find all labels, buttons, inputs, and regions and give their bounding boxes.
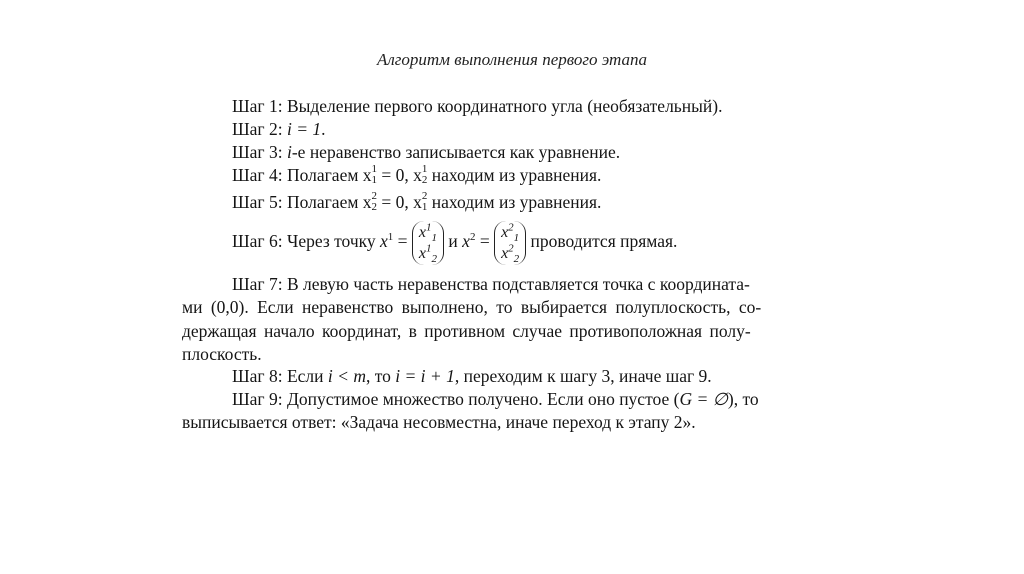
step-5	[232, 189, 602, 215]
x-var: x	[380, 231, 388, 251]
step-7-line-2: ми (0,0). Если неравенство выполнено, то выбирается полуплоскость, со-	[182, 297, 762, 317]
step-5-label: Шаг 5: Полагаем	[232, 192, 359, 212]
step-6-text: проводится прямая.	[530, 231, 678, 251]
step-7-line-1: Шаг 7: В левую часть неравенства подставляется точка с координата-	[232, 274, 750, 294]
vector-x2-top: $x^2_1$	[501, 221, 520, 245]
step-8-condition: i < m	[327, 366, 366, 386]
step-3-label: Шаг 3:	[232, 142, 283, 162]
step-8-assign: i = i + 1	[395, 366, 455, 386]
vector-x1-bottom: $x^1_2$	[418, 242, 438, 266]
vector-x1	[412, 221, 444, 265]
sup-2: 2	[371, 189, 378, 202]
step-7-line-3: держащая начало координат, в противном случае противоположная полу-	[182, 321, 751, 341]
step-9-line-2: выписывается ответ: «Задача несовместна, иначе переход к этапу 2».	[182, 412, 696, 432]
step-2: Шаг 2: i = 1.	[232, 119, 326, 139]
x-var: x	[413, 165, 422, 185]
step-7-line-4: плоскость.	[182, 344, 262, 364]
step-9-line-1	[232, 389, 759, 409]
step-4	[232, 162, 602, 188]
sub-2: 2	[371, 200, 378, 213]
equals-zero: = 0,	[381, 165, 409, 185]
x-var: x	[462, 231, 470, 251]
equals: =	[397, 231, 408, 251]
sup-2: 2	[421, 189, 428, 202]
x-var: x	[362, 192, 372, 212]
step-8	[232, 366, 712, 386]
step-8-b: , то	[365, 366, 391, 386]
step-9-b: ), то	[727, 389, 759, 409]
slide-title: Алгоритм выполнения первого этапа	[376, 50, 648, 69]
superscript-subscript	[422, 191, 428, 213]
step-1: Шаг 1: Выделение первого координатного угла (необязательный).	[232, 96, 723, 116]
step-3-text: -е неравенство записывается как уравнение.	[291, 142, 621, 162]
step-4-label: Шаг 4: Полагаем	[232, 165, 359, 185]
step-6-and: и	[448, 231, 458, 251]
step-8-a: Шаг 8: Если	[232, 366, 324, 386]
sup-1: 1	[421, 162, 428, 175]
equals-zero: = 0,	[381, 192, 409, 212]
step-5-text: находим из уравнения.	[431, 192, 602, 212]
superscript-subscript	[372, 164, 378, 186]
step-4-text: находим из уравнения.	[431, 165, 602, 185]
sup-1: 1	[387, 231, 394, 244]
x-var: x	[362, 165, 372, 185]
x-var: x	[413, 192, 422, 212]
vector-x2-bottom: $x^2_2$	[501, 242, 520, 266]
step-3-var: i	[286, 142, 292, 162]
vector-x1-top: $x^1_1$	[418, 221, 438, 245]
sub-2: 2	[421, 173, 428, 186]
superscript-subscript	[372, 191, 378, 213]
sup-1: 1	[371, 162, 378, 175]
step-6-label: Шаг 6: Через точку	[232, 231, 376, 251]
step-6	[232, 218, 677, 265]
sub-1: 1	[371, 173, 378, 186]
equals: =	[479, 231, 490, 251]
step-2-formula: i = 1	[286, 119, 322, 139]
step-9-formula: G = ∅	[679, 389, 728, 409]
sub-1: 1	[421, 200, 428, 213]
step-3	[232, 142, 620, 162]
step-2-label: Шаг 2:	[232, 119, 283, 139]
vector-x2	[494, 221, 526, 265]
sup-2: 2	[469, 231, 476, 244]
superscript-subscript	[422, 164, 428, 186]
step-9-a: Шаг 9: Допустимое множество получено. Если оно пустое (	[232, 389, 680, 409]
step-8-c: , переходим к шагу 3, иначе шаг 9.	[454, 366, 712, 386]
